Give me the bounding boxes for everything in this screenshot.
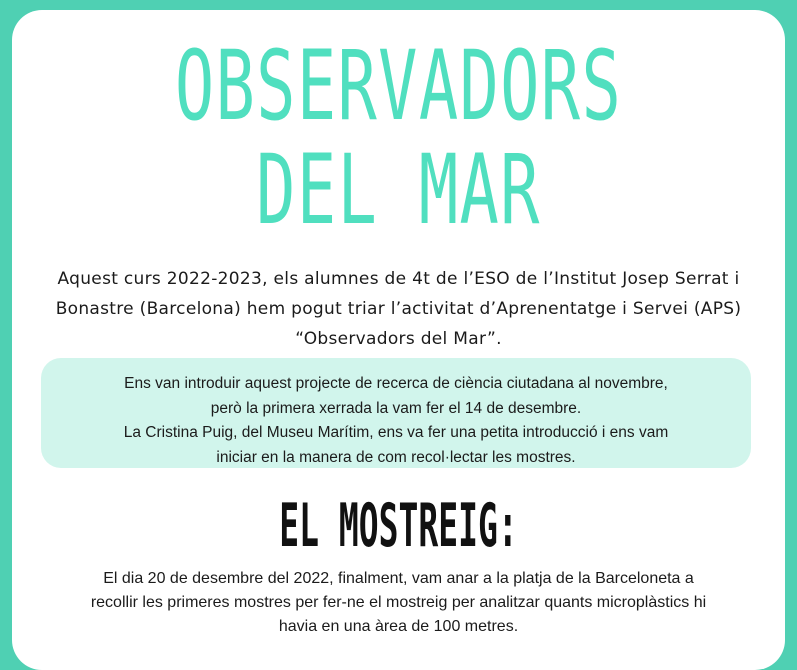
section-line: havia en una àrea de 100 metres. bbox=[278, 618, 519, 635]
intro-paragraph bbox=[0, 264, 797, 354]
section-heading: EL MOSTREIG: bbox=[279, 491, 518, 561]
note-line: iniciar en la manera de com recol·lectar les mostres. bbox=[216, 448, 576, 466]
intro-line: Aquest curs 2022-2023, els alumnes de 4t de l’ESO de l’Institut Josep Serrat i bbox=[57, 269, 740, 289]
intro-line: Bonastre (Barcelona) hem pogut triar l’activitat d’Aprenentatge i Servei (APS) bbox=[55, 299, 742, 319]
section-paragraph bbox=[0, 567, 797, 639]
section-line: El dia 20 de desembre del 2022, finalment, vam anar a la platja de la Barceloneta a bbox=[103, 570, 694, 587]
note-line: Ens van introduir aquest projecte de recerca de ciència ciutadana al novembre, bbox=[124, 375, 668, 392]
title-line-1: OBSERVADORS bbox=[174, 30, 623, 142]
title-line-2: DEL MAR bbox=[256, 134, 541, 246]
note-line: La Cristina Puig, del Museu Marítim, ens va fer una petita introducció i ens vam bbox=[123, 424, 669, 441]
intro-line: “Observadors del Mar”. bbox=[295, 329, 502, 349]
note-line: però la primera xerrada la vam fer el 14 de desembre. bbox=[210, 399, 582, 417]
note-box bbox=[41, 358, 751, 468]
section-line: recollir les primeres mostres per fer-ne el mostreig per analitzar quants microplàstics hi bbox=[90, 594, 707, 611]
